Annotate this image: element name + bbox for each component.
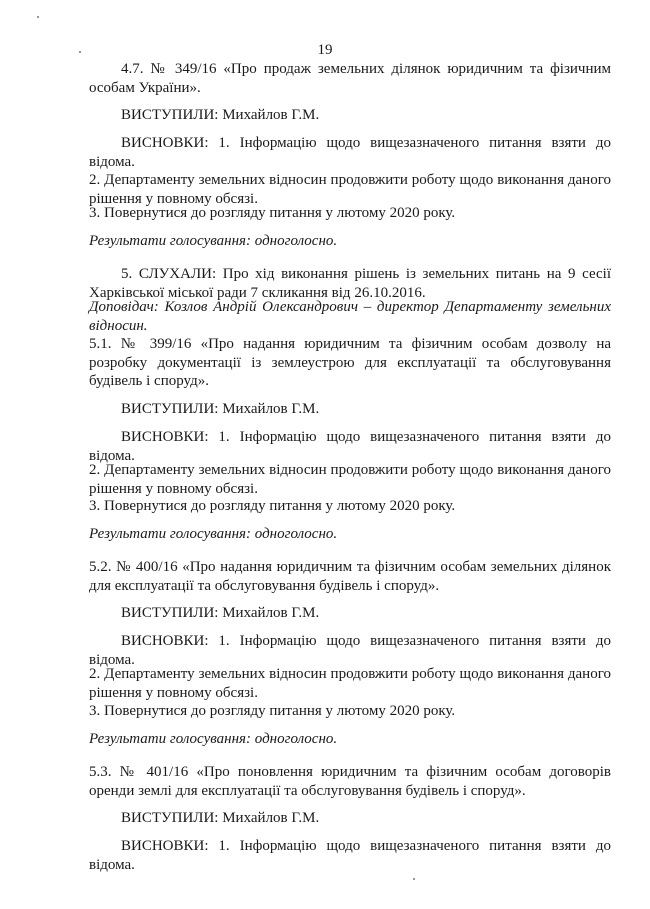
- voting-result: Результати голосування: одноголосно.: [89, 233, 338, 249]
- voting-result: Результати голосування: одноголосно.: [89, 526, 338, 542]
- item-5-3-title: 5.3. № 401/16 «Про поновлення юридичним та фізичним особам договорів оренди землі для експлуатації та обслуговування будівель і споруд».: [89, 764, 611, 799]
- conclusion-2: 2. Департаменту земельних відносин продовжити роботу щодо виконання даного рішення у повному обсязі.: [89, 666, 611, 701]
- conclusion-2: 2. Департаменту земельних відносин продовжити роботу щодо виконання даного рішення у повному обсязі.: [89, 172, 611, 207]
- scan-speck: [37, 16, 39, 18]
- conclusion-3: 3. Повернутися до розгляду питання у лютому 2020 року.: [89, 498, 456, 514]
- conclusion-1: ВИСНОВКИ: 1. Інформацію щодо вищезазначеного питання взяти до відома.: [89, 429, 611, 464]
- heard-item-5: 5. СЛУХАЛИ: Про хід виконання рішень із земельних питань на 9 сесії Харківської міської ради 7 скликання від 26.10.2016.: [89, 266, 611, 301]
- item-4-7-title: 4.7. № 349/16 «Про продаж земельних ділянок юридичним та фізичним особам України».: [89, 61, 611, 96]
- conclusion-1: ВИСНОВКИ: 1. Інформацію щодо вищезазначеного питання взяти до відома.: [89, 838, 611, 873]
- scan-speck: [413, 878, 415, 880]
- item-5-1-title: 5.1. № 399/16 «Про надання юридичним та фізичним особам дозволу на розробку документації із землеустрою для експлуатації та обслуговування будівель і споруд».: [89, 336, 611, 390]
- conclusion-1: ВИСНОВКИ: 1. Інформацію щодо вищезазначеного питання взяти до відома.: [89, 135, 611, 170]
- conclusion-2: 2. Департаменту земельних відносин продовжити роботу щодо виконання даного рішення у повному обсязі.: [89, 462, 611, 497]
- conclusion-3: 3. Повернутися до розгляду питання у лютому 2020 року.: [89, 703, 456, 719]
- conclusion-3: 3. Повернутися до розгляду питання у лютому 2020 року.: [89, 205, 456, 221]
- item-5-2-title: 5.2. № 400/16 «Про надання юридичним та фізичним особам земельних ділянок для експлуатації та обслуговування будівель і споруд».: [89, 559, 611, 594]
- page-number: 19: [317, 42, 333, 58]
- speakers-line: ВИСТУПИЛИ: Михайлов Г.М.: [121, 605, 320, 621]
- speakers-line: ВИСТУПИЛИ: Михайлов Г.М.: [121, 107, 320, 123]
- scan-speck: [79, 51, 81, 53]
- voting-result: Результати голосування: одноголосно.: [89, 731, 338, 747]
- speakers-line: ВИСТУПИЛИ: Михайлов Г.М.: [121, 401, 320, 417]
- speakers-line: ВИСТУПИЛИ: Михайлов Г.М.: [121, 810, 320, 826]
- conclusion-1: ВИСНОВКИ: 1. Інформацію щодо вищезазначеного питання взяти до відома.: [89, 633, 611, 668]
- speaker-info: Доповідач: Козлов Андрій Олександрович – директор Департаменту земельних відносин.: [89, 299, 611, 334]
